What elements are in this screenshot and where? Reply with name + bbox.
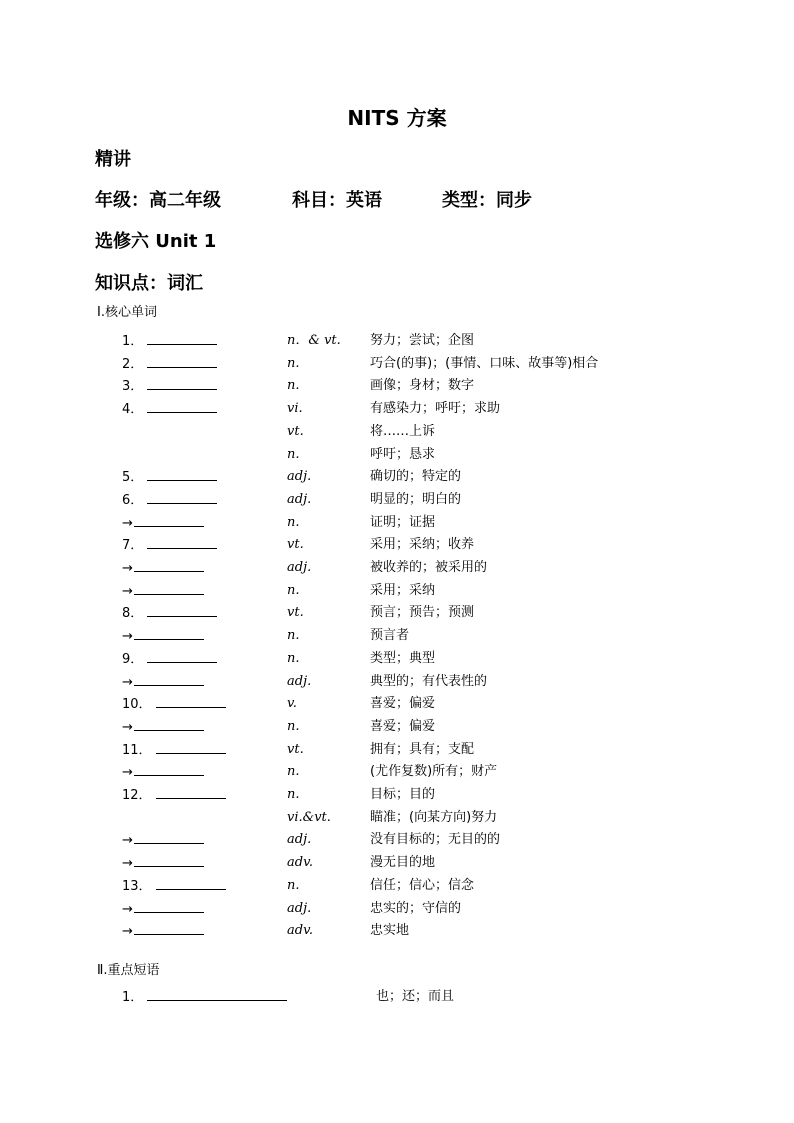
subject-label: 科目：英语 — [292, 190, 382, 211]
vocab-number: 9． — [122, 648, 217, 671]
answer-blank[interactable] — [134, 852, 204, 867]
answer-blank[interactable] — [147, 648, 217, 663]
vocab-row — [0, 693, 794, 715]
vocab-row — [0, 466, 794, 488]
part-of-speech: n. — [287, 718, 300, 734]
derived-word-marker: → — [122, 852, 204, 875]
heading-jingjiang: 精讲 — [95, 149, 131, 170]
vocab-row — [0, 716, 794, 738]
part-of-speech: adj. — [287, 560, 312, 575]
vocab-number: 2． — [122, 353, 217, 376]
vocab-row — [0, 852, 794, 874]
word-meaning: 巧合(的事)；(事情、口味、故事等)相合 — [370, 355, 599, 371]
word-meaning: 呼吁；恳求 — [370, 446, 436, 462]
word-meaning: 信任；信心；信念 — [370, 877, 475, 893]
answer-blank[interactable] — [156, 784, 226, 799]
answer-blank[interactable] — [147, 489, 217, 504]
vocab-row — [0, 898, 794, 920]
vocab-row — [0, 489, 794, 511]
answer-blank[interactable] — [134, 716, 204, 731]
answer-blank[interactable] — [147, 330, 217, 345]
vocab-number: 10． — [122, 693, 226, 716]
word-meaning: 证明；证据 — [370, 514, 436, 530]
vocab-row — [0, 875, 794, 897]
answer-blank[interactable] — [147, 986, 287, 1001]
part-of-speech: vt. — [287, 537, 304, 553]
derived-word-marker: → — [122, 671, 204, 694]
vocab-row — [0, 398, 794, 420]
vocab-number: 12． — [122, 784, 226, 807]
part-of-speech: vi. — [287, 401, 303, 417]
vocab-row — [0, 807, 794, 829]
answer-blank[interactable] — [134, 512, 204, 527]
vocab-number: 3． — [122, 375, 217, 398]
word-meaning: 没有目标的；无目的的 — [370, 832, 501, 848]
part-of-speech: n. — [287, 378, 300, 394]
derived-word-marker: → — [122, 920, 204, 943]
part-of-speech: n. — [287, 787, 300, 802]
type-label: 类型：同步 — [442, 190, 532, 211]
word-meaning: 被收养的；被采用的 — [370, 560, 488, 575]
vocab-row — [0, 512, 794, 534]
part-of-speech: vt. — [287, 605, 304, 621]
vocab-row — [0, 534, 794, 556]
vocab-row — [0, 671, 794, 693]
word-meaning: 有感染力；呼吁；求助 — [370, 401, 501, 417]
answer-blank[interactable] — [147, 353, 217, 368]
word-meaning: 目标；目的 — [370, 787, 436, 802]
word-meaning: 瞄准；(向某方向)努力 — [370, 809, 498, 825]
word-meaning: 喜爱；偏爱 — [370, 696, 436, 712]
word-meaning: 预言者 — [370, 628, 410, 644]
derived-word-marker: → — [122, 625, 204, 648]
grade-label: 年级：高二年级 — [95, 190, 221, 211]
knowledge-point-heading: 知识点：词汇 — [95, 273, 203, 294]
derived-word-marker: → — [122, 557, 204, 580]
derived-word-marker: → — [122, 898, 204, 921]
word-meaning: 画像；身材；数字 — [370, 378, 475, 394]
word-meaning: 采用；采纳；收养 — [370, 537, 475, 553]
part-of-speech: adj. — [287, 491, 312, 507]
derived-word-marker: → — [122, 716, 204, 739]
vocab-row — [0, 557, 794, 579]
vocab-row — [0, 444, 794, 466]
answer-blank[interactable] — [147, 398, 217, 413]
part-of-speech: vt. — [287, 741, 304, 757]
vocab-row — [0, 375, 794, 397]
part-of-speech: adj. — [287, 832, 312, 848]
part-of-speech: adj. — [287, 469, 312, 485]
word-meaning: 确切的；特定的 — [370, 469, 462, 485]
part-of-speech: n. — [287, 650, 300, 666]
word-meaning: 拥有；具有；支配 — [370, 741, 475, 757]
word-meaning: 忠实地 — [370, 923, 410, 939]
answer-blank[interactable] — [134, 557, 204, 572]
derived-word-marker: → — [122, 580, 204, 603]
section-key-phrases: Ⅱ.重点短语 — [97, 963, 160, 978]
vocab-number: 13． — [122, 875, 226, 898]
vocab-row — [0, 421, 794, 443]
word-meaning: 忠实的；守信的 — [370, 900, 462, 916]
answer-blank[interactable] — [156, 875, 226, 890]
vocab-row — [0, 648, 794, 670]
answer-blank[interactable] — [134, 625, 204, 640]
part-of-speech: n. — [287, 514, 300, 530]
word-meaning: 典型的；有代表性的 — [370, 673, 488, 689]
phrase-row — [0, 986, 794, 1008]
answer-blank[interactable] — [134, 671, 204, 686]
phrase-number: 1． — [122, 986, 287, 1009]
section-core-words: Ⅰ.核心单词 — [97, 305, 157, 320]
answer-blank[interactable] — [134, 898, 204, 913]
answer-blank[interactable] — [134, 580, 204, 595]
answer-blank[interactable] — [156, 693, 226, 708]
part-of-speech: n. — [287, 764, 300, 780]
answer-blank[interactable] — [134, 761, 204, 776]
word-meaning: 采用；采纳 — [370, 582, 436, 598]
vocab-row — [0, 353, 794, 375]
word-meaning: 将……上诉 — [370, 423, 436, 439]
vocab-row — [0, 784, 794, 806]
vocab-row — [0, 330, 794, 352]
part-of-speech: v. — [287, 696, 297, 712]
vocab-row — [0, 761, 794, 783]
word-meaning: 预言；预告；预测 — [370, 605, 475, 621]
vocab-number: 5． — [122, 466, 217, 489]
vocab-row — [0, 580, 794, 602]
part-of-speech: adj. — [287, 900, 312, 916]
vocab-number: 7． — [122, 534, 217, 557]
answer-blank[interactable] — [147, 466, 217, 481]
vocab-row — [0, 920, 794, 942]
document-title: NITS 方案 — [347, 106, 447, 130]
word-meaning: 类型；典型 — [370, 650, 436, 666]
part-of-speech: adv. — [287, 923, 314, 939]
vocab-number: 6． — [122, 489, 217, 512]
word-meaning: (尤作复数)所有；财产 — [370, 764, 498, 780]
part-of-speech: n. — [287, 446, 300, 462]
word-meaning: 喜爱；偏爱 — [370, 718, 436, 734]
unit-heading: 选修六 Unit 1 — [95, 231, 217, 252]
part-of-speech: n. — [287, 877, 300, 893]
answer-blank[interactable] — [134, 829, 204, 844]
word-meaning: 明显的；明白的 — [370, 491, 462, 507]
answer-blank[interactable] — [147, 534, 217, 549]
part-of-speech: n．& vt. — [287, 333, 341, 348]
derived-word-marker: → — [122, 829, 204, 852]
part-of-speech: adj. — [287, 673, 312, 689]
vocab-number: 8． — [122, 602, 217, 625]
vocab-number: 1． — [122, 330, 217, 353]
part-of-speech: vt. — [287, 423, 304, 439]
answer-blank[interactable] — [134, 920, 204, 935]
vocab-row — [0, 625, 794, 647]
answer-blank[interactable] — [147, 375, 217, 390]
vocab-row — [0, 739, 794, 761]
part-of-speech: n. — [287, 582, 300, 598]
answer-blank[interactable] — [156, 739, 226, 754]
derived-word-marker: → — [122, 761, 204, 784]
vocab-number: 4． — [122, 398, 217, 421]
part-of-speech: vi.&vt. — [287, 809, 331, 825]
vocab-row — [0, 602, 794, 624]
word-meaning: 努力；尝试；企图 — [370, 333, 475, 348]
answer-blank[interactable] — [147, 602, 217, 617]
part-of-speech: n. — [287, 355, 300, 371]
vocab-number: 11． — [122, 739, 226, 762]
word-meaning: 漫无目的地 — [370, 855, 436, 871]
derived-word-marker: → — [122, 512, 204, 535]
part-of-speech: n. — [287, 628, 300, 644]
vocab-row — [0, 829, 794, 851]
phrase-meaning: 也；还；而且 — [376, 989, 455, 1004]
part-of-speech: adv. — [287, 855, 314, 871]
